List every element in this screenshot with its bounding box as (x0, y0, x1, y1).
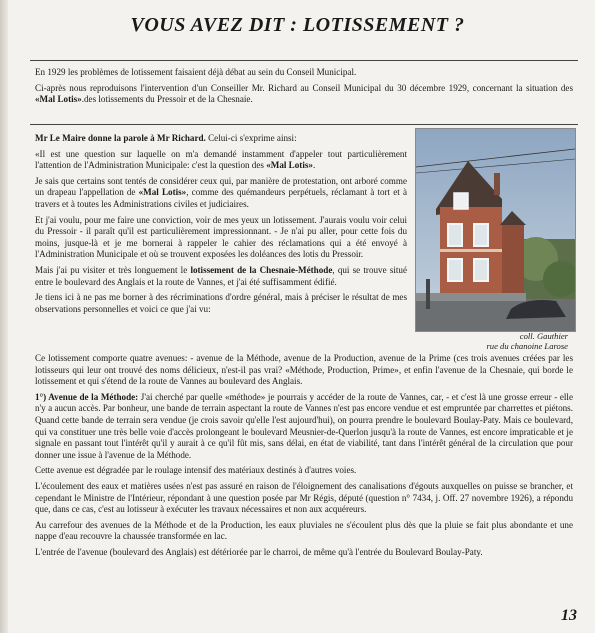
main-paragraph-2: Je sais que certains sont tentés de considérer ceux qui, par manière de protestation, ont arboré comme un drapeau l'appellation de «Mal Lotis», comme des quémandeurs perpétuels, réclamant à tort et à travers et à toutes les Administrations civiles et judiciaires. (35, 175, 407, 209)
lead-paragraph: Mr Le Maire donne la parole à Mr Richard. Celui-ci s'exprime ainsi: (35, 133, 297, 143)
photo-location: rue du chanoine Larose (486, 341, 568, 352)
divider-mid (30, 124, 578, 125)
page-spine-shadow (0, 0, 8, 633)
page-number: 13 (561, 607, 577, 624)
photo-credit: coll. Gauthier (519, 331, 568, 341)
divider-top (30, 60, 578, 61)
mal-lotis-term: «Mal Lotis» (35, 94, 82, 105)
full-paragraph-6: L'entrée de l'avenue (boulevard des Anglais) est détériorée par le charroi, de même qu'à l'entrée du Boulevard Boulay-Paty. (35, 546, 483, 557)
full-paragraph-4: L'écoulement des eaux et matières usées n'est pas assuré en raison de l'éloignement des canalisations d'égouts auxquelles on puisse se brancher, et cependant le Ministre de l'Intérieur, répondant à une question posée par Mr Régis, député (question n° 7434, j. Off. 27 novembre 1926), a répondu que, dans ce cas, c'est au lotisseur à exécuter les travaux nécessaires et non aux acquéreurs. (35, 480, 573, 515)
intro-section (35, 67, 573, 110)
full-width-text (35, 353, 573, 563)
full-paragraph-2: 1°) Avenue de la Méthode: J'ai cherché par quelle «méthode» je pourrais y accéder de la route de Vannes, car, - et c'est là une grosse erreur - elle n'y a aucun accès. Par bonheur, une bande de terrain aspectant la route de Vannes n'est pas encore vendue et est empruntée par charrettes et piétons. Quand cette bande de terrain sera vendue (je crois savoir qu'elle l'est aujourd'hui), on pourra prendre le boulevard Boulay-Paty. Mais ce boulevard, qui va constituer une très belle voie d'accès prolongeant le boulevard Meusnier-de-Querlon jusqu'à la route de Vannes, est encore impraticable et je signale en passant tout l'intérêt qu'il y aurait à ce qu'il fût mis, sans délai, en état de viabilité, tant dans l'intérêt général de la circulation que pour donner une issue à l'avenue de la Méthode. (35, 391, 573, 460)
full-paragraph-5: Au carrefour des avenues de la Méthode et de la Production, les eaux pluviales ne s'écoulent plus dès que la pluie se fait plus abondante et une nappe d'eau recouvre la chaussée transformée en lac. (35, 519, 573, 542)
full-paragraph-3: Cette avenue est dégradée par le roulage intensif des matériaux destinés à d'autres voies. (35, 465, 357, 476)
main-paragraph-3: Et j'ai voulu, pour me faire une conviction, voir de mes yeux un lotissement. J'aurais voulu voir celui du Pressoir - il paraît qu'il est particulièrement impressionnant. - Je n'ai pu aller, pour cette fois du moins, jusque-là et je me bornerai à rappeler le cahier des réclamations qui a été envoyé à l'Administration Municipale et où se trouvent exposées les doléances des lotis du Pressoir. (35, 214, 407, 260)
intro-paragraph-1: En 1929 les problèmes de lotissement faisaient déjà débat au sein du Conseil Municipal. (35, 67, 357, 77)
full-paragraph-1: Ce lotissement comporte quatre avenues: - avenue de la Méthode, avenue de la Production, avenue de la Prime (ces trois avenues créées par les lotisseurs qui leur ont trouvé des noms délicieux, n'est-il pas vrai? «Méthode, Production, Prime», et enfin l'avenue de la Chesnaie, qui borde le lotissement et qui s'étend de la route de Vannes au boulevard des Anglais. (35, 353, 573, 387)
main-text-column (35, 133, 407, 319)
page-title: VOUS AVEZ DIT : LOTISSEMENT ? (130, 14, 465, 36)
main-paragraph-5: Je tiens ici à ne pas me borner à des récriminations d'ordre général, mais à préciser le résultat de mes observations personnelles et voici ce que j'ai vu: (35, 292, 407, 314)
main-paragraph-1: «Il est une question sur laquelle on m'a demandé instamment d'appeler tout particulièrement l'attention de l'Administration Municipale: c'est la question des «Mal Lotis». (35, 148, 407, 171)
photo-caption (415, 331, 574, 352)
house-photo-illustration (416, 129, 575, 331)
intro-paragraph-2: Ci-après nous reproduisons l'intervention d'un Conseiller Mr. Richard au Conseil Municipal du 30 décembre 1929, concernant la situation des «Mal Lotis».des lotissements du Pressoir et de la Chesnaie. (35, 82, 573, 105)
house-photo (415, 128, 576, 332)
main-paragraph-4: Mais j'ai pu visiter et très longuement le lotissement de la Chesnaie-Méthode, qui se trouve situé entre le boulevard des Anglais et la route de Vannes, et j'ai été suffisamment édifié. (35, 264, 407, 287)
section-heading-methode: 1°) Avenue de la Méthode: (35, 391, 139, 402)
